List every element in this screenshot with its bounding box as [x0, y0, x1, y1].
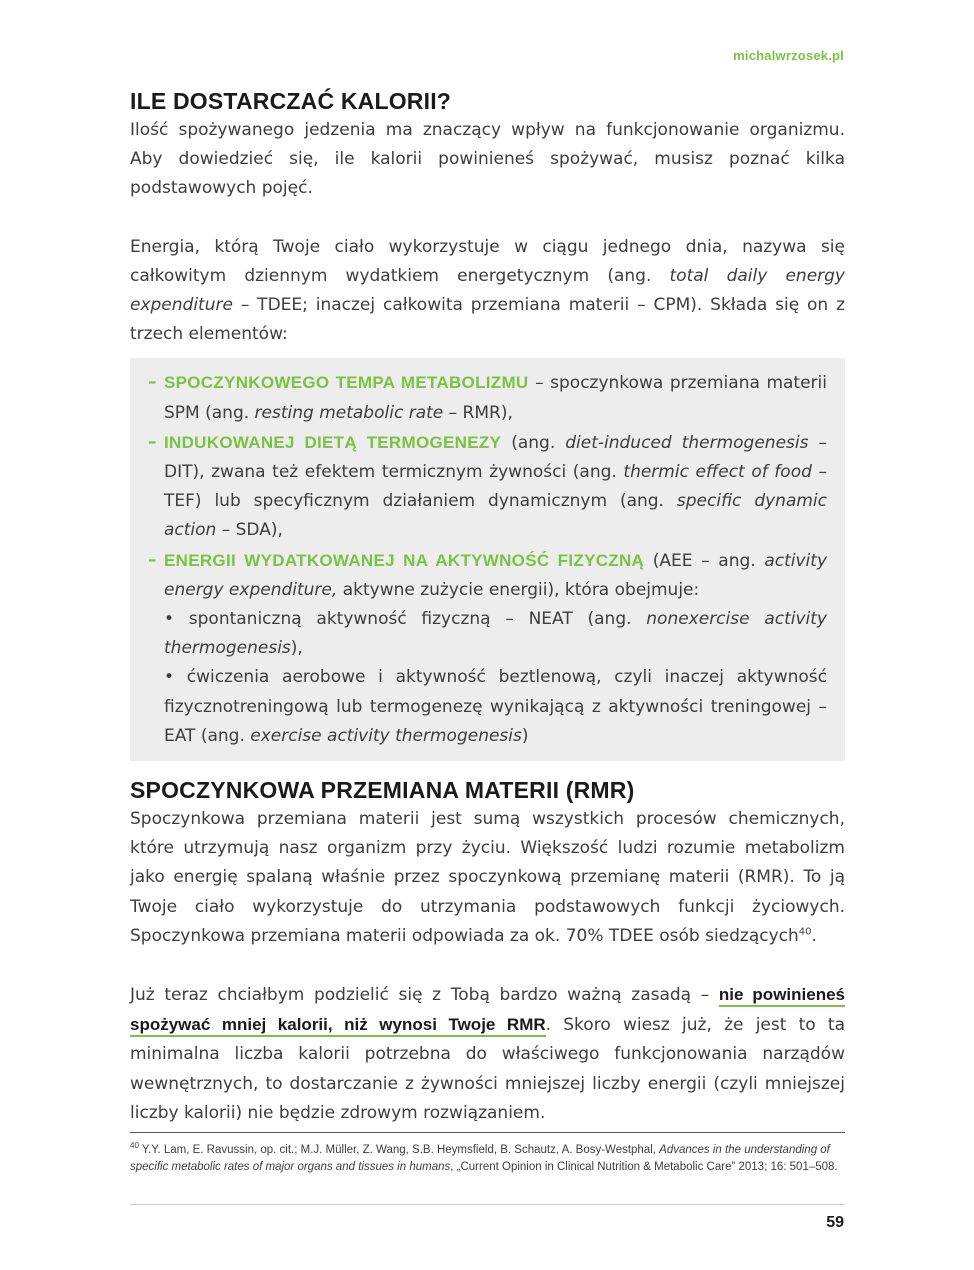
sub-item-eat: • ćwiczenia aerobowe i aktywność beztlenową, czyli inaczej aktywność fizycznotreningową lub termogenezę wynikającą z aktywności treningowej – EAT (ang. exercise activity thermogenesis): [164, 667, 827, 746]
highlighted-rule: nie powinieneś spożywać mniej kalorii, niż wynosi Twoje RMR: [130, 985, 845, 1037]
item-label: SPOCZYNKOWEGO TEMPA METABOLIZMU: [164, 373, 529, 393]
list-item-rmr: – SPOCZYNKOWEGO TEMPA METABOLIZMU – spoczynkowa przemiana materii SPM (ang. resting metabolic rate – RMR),: [148, 368, 827, 427]
page-number: 59: [826, 1214, 844, 1231]
dash-bullet: –: [148, 549, 157, 570]
site-url: michalwrzosek.pl: [733, 48, 844, 63]
list-item-dit: – INDUKOWANEJ DIETĄ TERMOGENEZY (ang. diet-induced thermogenesis – DIT), zwana też efektem termicznym żywności (ang. thermic effect of food – TEF) lub specyficznym działaniem dynamicznym (ang. specific dynamic action – SDA),: [148, 428, 827, 546]
rmr-paragraph: Spoczynkowa przemiana materii jest sumą wszystkich procesów chemicznych, które utrzymują nasz organizm przy życiu. Większość ludzi rozumie metabolizm jako energię spalaną właśnie przez spoczynkową przemianę materii (RMR). To ją Twoje ciało wykorzystuje do utrzymania podstawowych funkcji życiowych. Spoczynkowa przemiana materii odpowiada za ok. 70% TDEE osób siedzących$^{40}$.: [130, 809, 845, 946]
main-content: [130, 80, 845, 1128]
dash-bullet: –: [148, 372, 157, 393]
list-item-aee: – ENERGII WYDATKOWANEJ NA AKTYWNOŚĆ FIZYCZNĄ (AEE – ang. activity energy expenditure, aktywne zużycie energii), która obejmuje:: [148, 546, 827, 605]
bottom-divider: [130, 1204, 845, 1205]
item-label: INDUKOWANEJ DIETĄ TERMOGENEZY: [164, 432, 502, 452]
section-title-calories: ILE DOSTARCZAĆ KALORII?: [130, 88, 452, 114]
item-label: ENERGII WYDATKOWANEJ NA AKTYWNOŚĆ FIZYCZNĄ: [164, 550, 645, 570]
tdee-paragraph: Energia, którą Twoje ciało wykorzystuje w ciągu jednego dnia, nazywa się całkowitym dziennym wydatkiem energetycznym (ang. total daily energy expenditure – TDEE; inaczej całkowita przemiana materii – CPM). Składa się on z trzech elementów:: [130, 236, 845, 345]
components-box: [130, 358, 845, 761]
footnote: $^{40}$ Y.Y. Lam, E. Ravussin, op. cit.; M.J. Müller, Z. Wang, S.B. Heymsfield, B. Schautz, A. Bosy-Westphal, Advances in the understanding of specific metabolic rates of major organs and tissues in humans, „Current Opinion in Clinical Nutrition & Metabolic Care” 2013; 16: 501–508.: [130, 1141, 838, 1173]
intro-paragraph: Ilość spożywanego jedzenia ma znaczący wpływ na funkcjonowanie organizmu. Aby dowiedzieć się, ile kalorii powinieneś spożywać, musisz poznać kilka podstawowych pojęć.: [130, 120, 845, 199]
sub-item-neat: • spontaniczną aktywność fizyczną – NEAT (ang. nonexercise activity thermogenesis),: [164, 609, 827, 659]
footnote-divider: [130, 1132, 845, 1133]
dash-bullet: –: [148, 431, 157, 452]
footnote-ref: 40: [798, 926, 812, 938]
rule-paragraph: Już teraz chciałbym podzielić się z Tobą bardzo ważną zasadą – nie powinieneś spożywać mniej kalorii, niż wynosi Twoje RMR. Skoro wiesz już, że jest to ta minimalna liczba kalorii potrzebna do właściwego funkcjonowania narządów wewnętrznych, to dostarczanie z żywności mniejszej liczby energii (czyli mniejszej liczby kalorii) nie będzie zdrowym rozwiązaniem.: [130, 985, 845, 1123]
section-title-rmr: SPOCZYNKOWA PRZEMIANA MATERII (RMR): [130, 777, 635, 804]
